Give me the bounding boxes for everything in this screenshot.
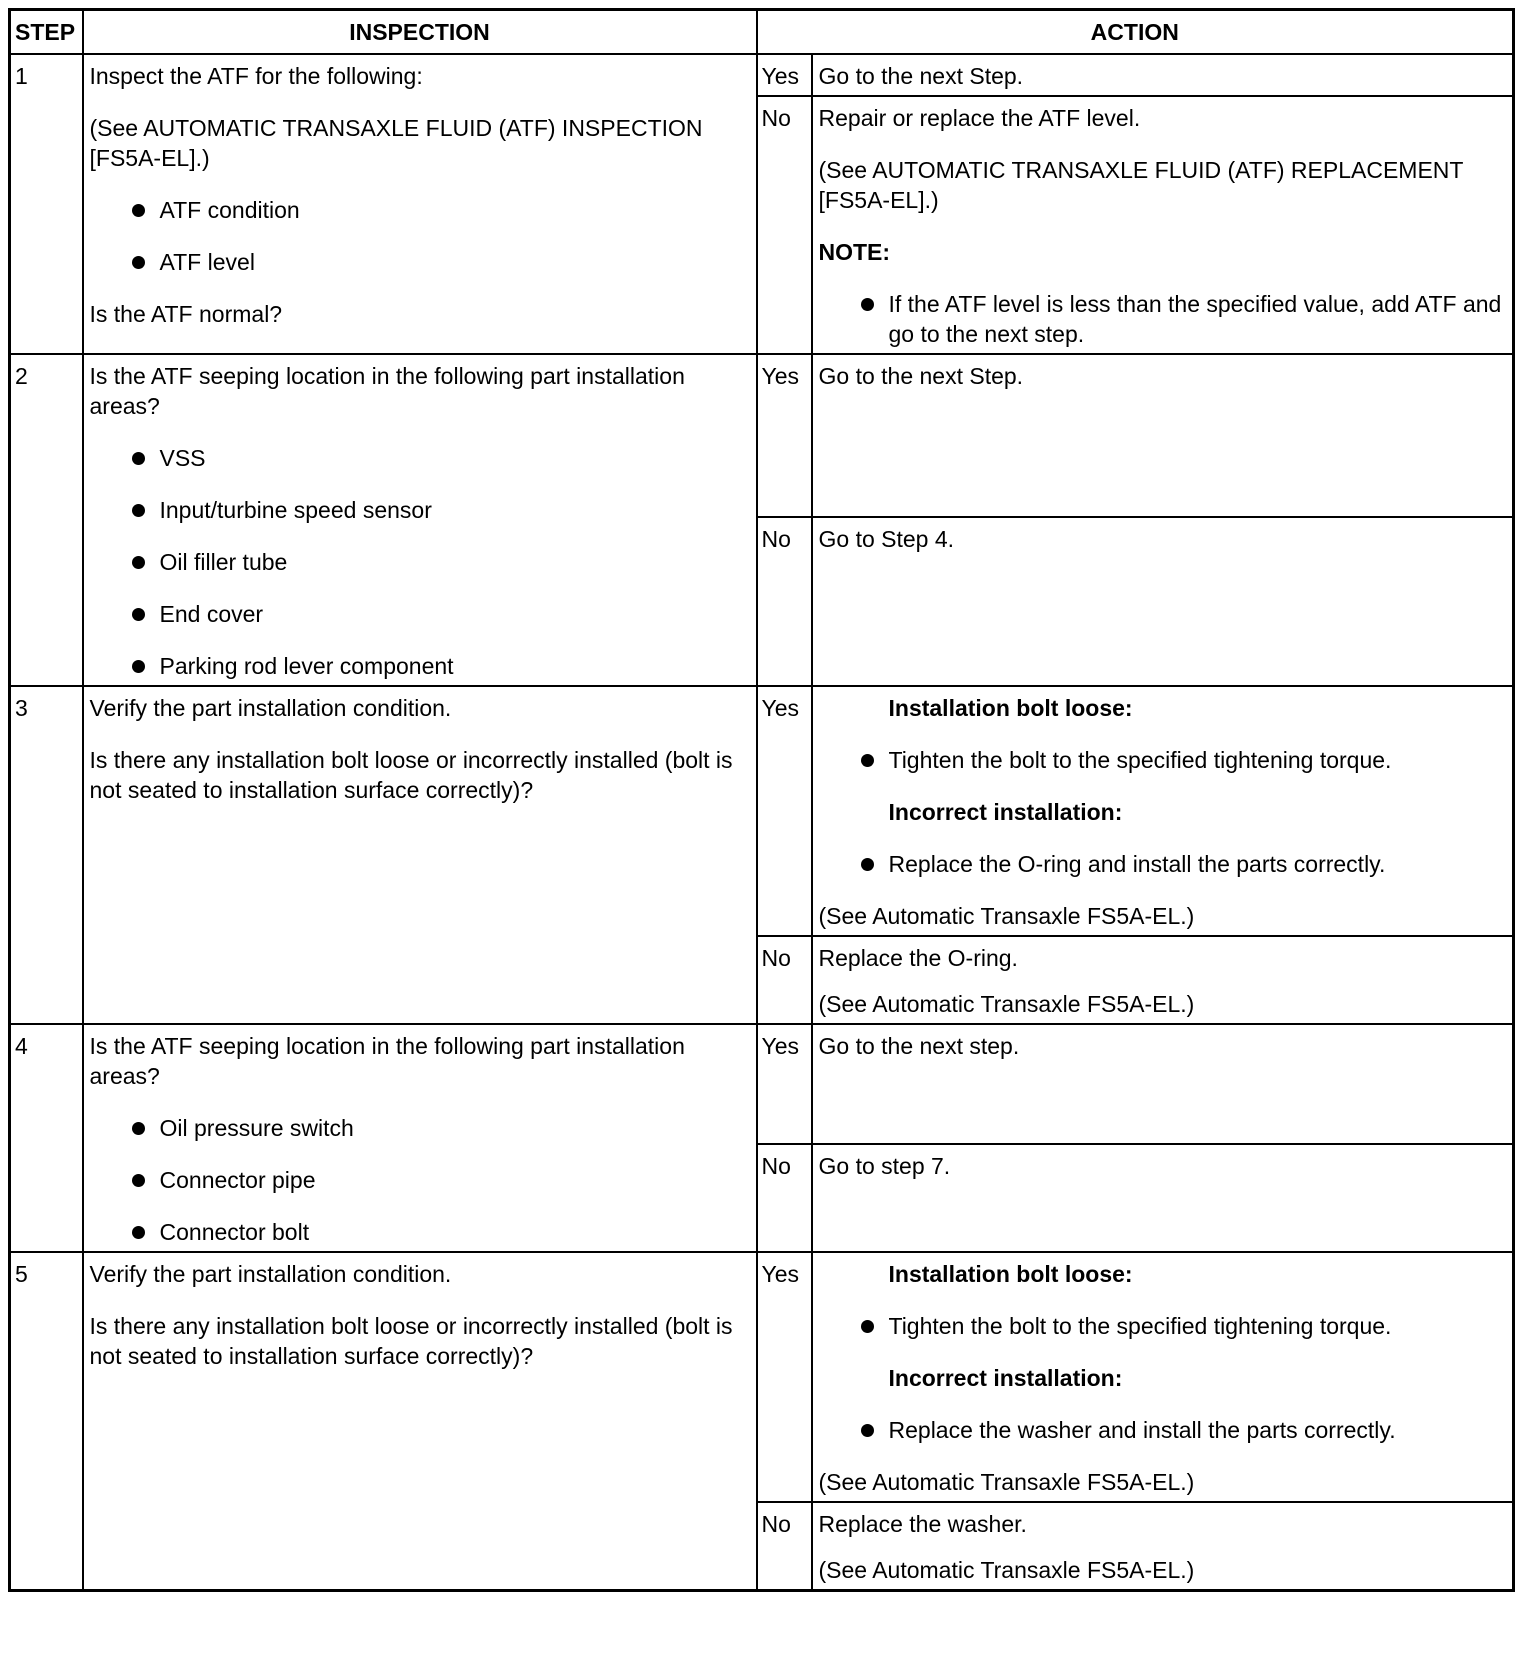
- action-reference: (See Automatic Transaxle FS5A-EL.): [818, 903, 1195, 929]
- action-list: [819, 745, 1507, 775]
- list-item: Oil pressure switch: [90, 1113, 750, 1143]
- action-text: Replace the washer.: [818, 1511, 1027, 1537]
- header-row: [10, 10, 1514, 55]
- action-text: Replace the O-ring.: [818, 945, 1018, 971]
- diagnostic-table: [8, 8, 1515, 1592]
- bullet-icon: [132, 1122, 145, 1135]
- step-number: 3: [10, 686, 83, 1024]
- bullet-icon: [861, 858, 874, 871]
- inspection-intro: Verify the part installation condition.: [89, 695, 452, 721]
- bullet-icon: [132, 1226, 145, 1239]
- step-number: 1: [10, 54, 83, 354]
- inspection-question: Is the ATF seeping location in the following part installation areas?: [89, 363, 685, 419]
- no-label: No: [757, 96, 812, 354]
- header-step: STEP: [10, 10, 83, 55]
- bullet-icon: [132, 504, 145, 517]
- action-heading: Incorrect installation:: [888, 799, 1123, 825]
- inspection-question: Is there any installation bolt loose or incorrectly installed (bolt is not seated to installation surface correctly)?: [89, 747, 733, 803]
- no-action: [812, 936, 1514, 1024]
- no-action: Go to step 7.: [812, 1144, 1514, 1252]
- list-item: Connector pipe: [90, 1165, 750, 1195]
- bullet-icon: [132, 608, 145, 621]
- list-item: Tighten the bolt to the specified tightening torque.: [819, 1311, 1507, 1341]
- list-item: ATF condition: [90, 195, 750, 225]
- action-reference: (See AUTOMATIC TRANSAXLE FLUID (ATF) REPLACEMENT [FS5A-EL].): [818, 157, 1464, 213]
- action-heading: Installation bolt loose:: [888, 695, 1133, 721]
- list-item: Replace the O-ring and install the parts correctly.: [819, 849, 1507, 879]
- step-number: 4: [10, 1024, 83, 1252]
- list-item: Oil filler tube: [90, 547, 750, 577]
- yes-action: [812, 1252, 1514, 1502]
- yes-label: Yes: [757, 1024, 812, 1144]
- yes-action: Go to the next step.: [812, 1024, 1514, 1144]
- yes-label: Yes: [757, 54, 812, 96]
- yes-action: Go to the next Step.: [812, 354, 1514, 517]
- bullet-icon: [132, 1174, 145, 1187]
- list-item: Replace the washer and install the parts correctly.: [819, 1415, 1507, 1445]
- step-number: 2: [10, 354, 83, 686]
- step-3-inspection: [83, 686, 757, 1024]
- list-item: Parking rod lever component: [90, 651, 750, 681]
- no-action: [812, 96, 1514, 354]
- bullet-icon: [132, 204, 145, 217]
- step-number: 5: [10, 1252, 83, 1591]
- no-label: No: [757, 517, 812, 686]
- bullet-icon: [132, 556, 145, 569]
- action-reference: (See Automatic Transaxle FS5A-EL.): [818, 1557, 1195, 1583]
- yes-action: Go to the next Step.: [812, 54, 1514, 96]
- step-4-inspection: [83, 1024, 757, 1252]
- bullet-icon: [132, 660, 145, 673]
- list-item: Tighten the bolt to the specified tightening torque.: [819, 745, 1507, 775]
- no-label: No: [757, 1144, 812, 1252]
- yes-label: Yes: [757, 686, 812, 936]
- step-1-yes-row: [10, 54, 1514, 96]
- bullet-icon: [861, 754, 874, 767]
- inspection-question: Is there any installation bolt loose or incorrectly installed (bolt is not seated to installation surface correctly)?: [89, 1313, 733, 1369]
- bullet-icon: [132, 256, 145, 269]
- no-action: Go to Step 4.: [812, 517, 1514, 686]
- note-list: [819, 289, 1507, 349]
- inspection-intro: Inspect the ATF for the following:: [89, 63, 423, 89]
- step-1-inspection: [83, 54, 757, 354]
- inspection-list: [90, 1113, 750, 1247]
- inspection-list: [90, 195, 750, 277]
- inspection-reference: (See AUTOMATIC TRANSAXLE FLUID (ATF) INSPECTION [FS5A-EL].): [89, 115, 703, 171]
- action-reference: (See Automatic Transaxle FS5A-EL.): [818, 991, 1195, 1017]
- list-item: Input/turbine speed sensor: [90, 495, 750, 525]
- action-heading: Incorrect installation:: [888, 1365, 1123, 1391]
- list-item: End cover: [90, 599, 750, 629]
- action-text: Repair or replace the ATF level.: [818, 105, 1141, 131]
- action-heading: Installation bolt loose:: [888, 1261, 1133, 1287]
- bullet-icon: [861, 1320, 874, 1333]
- diagnostic-procedure: [8, 8, 1512, 1592]
- step-2-inspection: [83, 354, 757, 686]
- bullet-icon: [132, 452, 145, 465]
- action-list: [819, 1311, 1507, 1341]
- action-list: [819, 849, 1507, 879]
- list-item: If the ATF level is less than the specified value, add ATF and go to the next step.: [819, 289, 1507, 349]
- list-item: ATF level: [90, 247, 750, 277]
- inspection-question: Is the ATF seeping location in the following part installation areas?: [89, 1033, 685, 1089]
- note-label: NOTE:: [818, 239, 891, 265]
- yes-action: [812, 686, 1514, 936]
- inspection-question: Is the ATF normal?: [89, 301, 283, 327]
- header-action: ACTION: [757, 10, 1514, 55]
- no-label: No: [757, 936, 812, 1024]
- list-item: VSS: [90, 443, 750, 473]
- bullet-icon: [861, 298, 874, 311]
- step-2-yes-row: [10, 354, 1514, 517]
- no-label: No: [757, 1502, 812, 1591]
- header-inspection: INSPECTION: [83, 10, 757, 55]
- bullet-icon: [861, 1424, 874, 1437]
- no-action: [812, 1502, 1514, 1591]
- yes-label: Yes: [757, 354, 812, 517]
- action-reference: (See Automatic Transaxle FS5A-EL.): [818, 1469, 1195, 1495]
- action-list: [819, 1415, 1507, 1445]
- step-4-yes-row: [10, 1024, 1514, 1144]
- inspection-intro: Verify the part installation condition.: [89, 1261, 452, 1287]
- yes-label: Yes: [757, 1252, 812, 1502]
- list-item: Connector bolt: [90, 1217, 750, 1247]
- step-3-yes-row: [10, 686, 1514, 936]
- inspection-list: [90, 443, 750, 681]
- step-5-inspection: [83, 1252, 757, 1591]
- step-5-yes-row: [10, 1252, 1514, 1502]
